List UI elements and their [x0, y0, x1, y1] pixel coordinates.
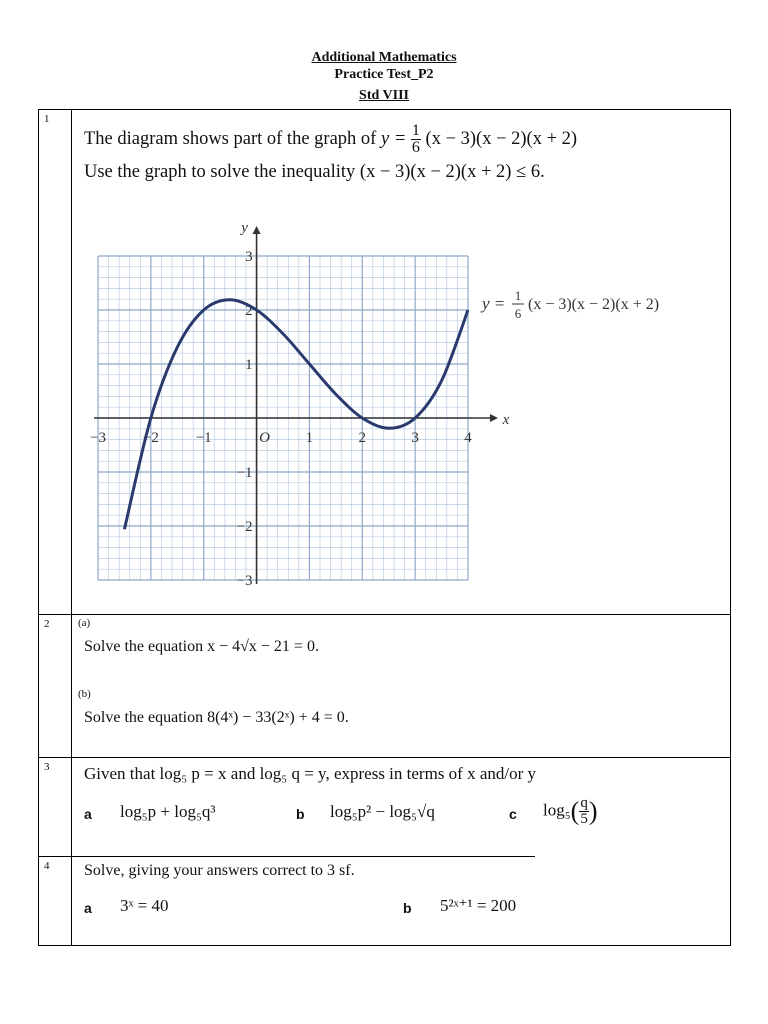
q1-frac-den: 6 — [411, 139, 420, 156]
q1-frac-num: 1 — [411, 122, 420, 139]
curve-label-rest: (x − 3)(x − 2)(x + 2) — [528, 296, 660, 313]
y-axis-label: y — [241, 220, 248, 236]
q3-option-c-log: log₅ — [543, 800, 571, 820]
question-number: 3 — [44, 761, 50, 773]
y-tick-label: −3 — [236, 573, 253, 589]
q4-option-b: 5²ˣ⁺¹ = 200 — [440, 896, 517, 915]
q1-inequality: (x − 3)(x − 2)(x + 2) ≤ 6. — [359, 162, 545, 182]
x-axis-arrow — [490, 414, 498, 422]
y-axis-arrow — [253, 226, 261, 234]
q1-line2 — [84, 162, 545, 183]
y-tick-label: 2 — [245, 303, 253, 319]
question-number: 1 — [44, 113, 50, 125]
q1-line1-text: The diagram shows part of the graph of — [84, 128, 377, 149]
curve-label-num: 1 — [514, 288, 522, 303]
q2-part-b-label: (b) — [78, 688, 91, 700]
x-tick-label: 3 — [411, 430, 419, 446]
q4-option-b-label: b — [403, 900, 412, 916]
cubic-curve — [124, 300, 468, 530]
y-tick-label: −2 — [236, 519, 253, 535]
q3-option-b-label: b — [296, 806, 305, 822]
table-top-border — [38, 109, 730, 110]
x-tick-label: −2 — [142, 430, 159, 446]
y-tick-label: 1 — [245, 357, 253, 373]
x-tick-label: 4 — [464, 430, 472, 446]
y-tick-label: −1 — [236, 465, 253, 481]
x-axis-label: x — [502, 412, 510, 428]
question-number: 4 — [44, 860, 50, 872]
question-number: 2 — [44, 618, 50, 630]
curve-label — [480, 288, 659, 321]
q3-option-a-label: a — [84, 806, 92, 822]
x-tick-label: O — [259, 430, 270, 446]
table-right-border — [730, 109, 731, 946]
q3-option-c-num: q — [580, 795, 588, 811]
q3-text: Given that log₅ p = x and log₅ q = y, express in terms of x and/or y — [84, 764, 537, 783]
q1-line2-text: Use the graph to solve the inequality — [84, 162, 356, 182]
x-tick-label: 1 — [305, 430, 314, 446]
q2-part-b-text: Solve the equation 8(4ˣ) − 33(2ˣ) + 4 = 0. — [84, 709, 349, 726]
y-tick-label: 3 — [245, 249, 253, 265]
x-tick-label: 2 — [358, 430, 367, 446]
q2-part-a-text: Solve the equation x − 4√x − 21 = 0. — [84, 638, 319, 655]
x-tick-label: −1 — [195, 430, 212, 446]
x-tick-label: −3 — [90, 430, 106, 446]
q1-eq-factors: (x − 3)(x − 2)(x + 2) — [425, 128, 578, 149]
table-column-divider — [71, 109, 72, 946]
row-divider-1 — [38, 614, 730, 615]
q3-option-a: log₅p + log₅q³ — [120, 802, 216, 821]
doc-class: Std VIII — [359, 88, 409, 103]
table-bottom-border — [38, 945, 731, 946]
curve-label-y: y = — [482, 294, 506, 313]
q2-part-a-label: (a) — [78, 617, 91, 629]
row-divider-3 — [38, 856, 535, 857]
doc-subtitle: Practice Test_P2 — [334, 67, 434, 82]
q3-option-c: log₅( $\frac{q}{5}$ ) — [543, 795, 598, 827]
row-divider-2 — [38, 757, 730, 758]
q1-line1 — [84, 123, 577, 156]
q4-option-a: 3ˣ = 40 — [120, 896, 169, 915]
q1-fraction — [411, 123, 421, 156]
q3-option-b: log₅p² − log₅√q — [330, 802, 435, 821]
cubic-graph — [78, 200, 718, 610]
q3-option-c-den: 5 — [580, 811, 588, 827]
q3-option-c-label: c — [509, 806, 517, 822]
curve-label-den: 6 — [514, 306, 522, 321]
table-left-border — [38, 109, 39, 946]
q1-eq-y: y = — [380, 128, 407, 149]
q3-option-c-frac — [579, 796, 589, 827]
doc-title: Additional Mathematics — [311, 50, 457, 65]
q4-text: Solve, giving your answers correct to 3 sf. — [84, 862, 355, 879]
q4-option-a-label: a — [84, 900, 92, 916]
